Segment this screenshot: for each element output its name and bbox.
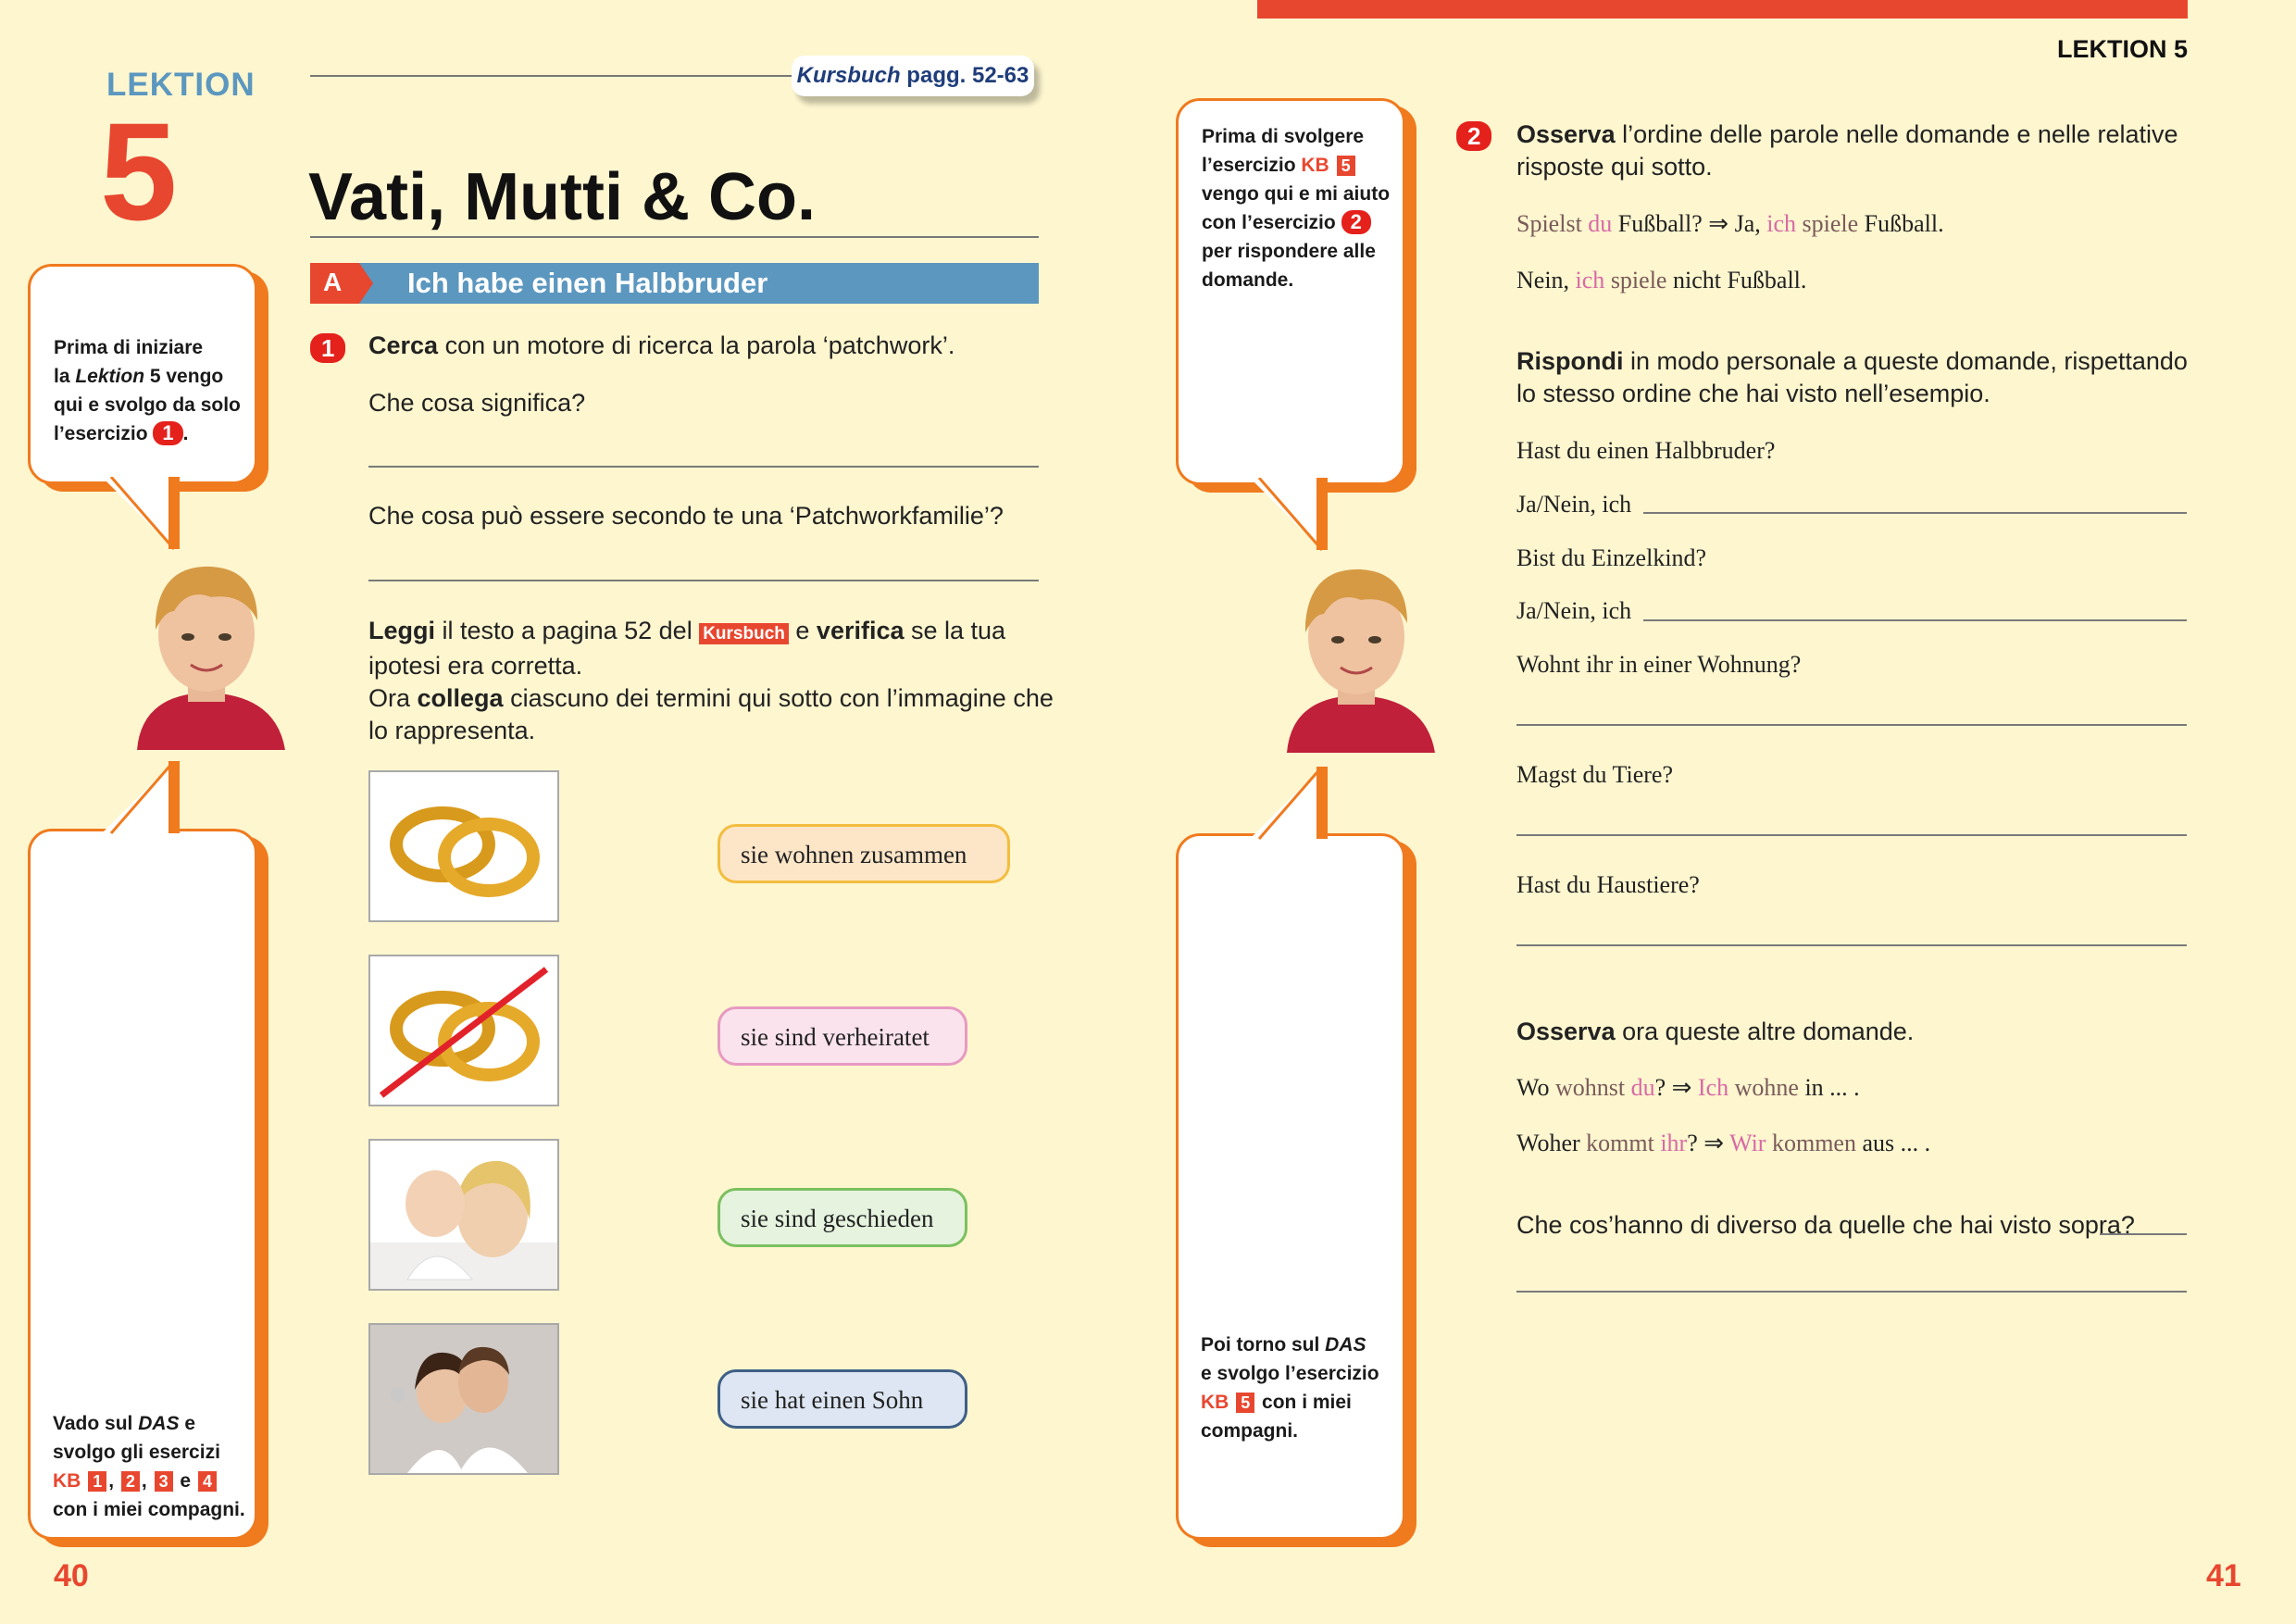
bubble-tail-top-right [1241, 478, 1342, 552]
instruction-text: il testo a pagina 52 del [435, 617, 700, 644]
sentence-text: ? ⇒ [1687, 1130, 1730, 1156]
subject-highlight: du [1588, 210, 1613, 237]
bubble-line: con l’esercizio [1202, 212, 1341, 233]
observe-instruction [1516, 1018, 1914, 1046]
header-rule [310, 75, 792, 77]
verb-highlight: Spielst [1516, 210, 1582, 237]
kb-exercise-5: 5 [1236, 1393, 1254, 1413]
bubble-top-left-text [54, 333, 257, 448]
example-sentence-1 [1516, 210, 1944, 238]
exercise-1-question-1: Che cosa significa? [368, 389, 586, 417]
kb-label: KB [53, 1470, 81, 1492]
mother-child-image [370, 1141, 557, 1289]
boy-illustration-right [1268, 558, 1444, 753]
section-letter: A [323, 268, 343, 296]
lektion-label: LEKTION [106, 67, 256, 103]
title-underline [310, 236, 1039, 238]
instruction-text: Ora [368, 684, 418, 712]
instruction-bold: Leggi [368, 617, 435, 644]
sentence-text: Woher [1516, 1130, 1587, 1156]
answer-line[interactable] [1516, 944, 2187, 946]
sentence-text: Fußball? ⇒ Ja, [1612, 210, 1767, 237]
bubble-line: con i miei compagni. [53, 1499, 245, 1520]
verb-highlight: spiele [1802, 210, 1859, 237]
word-box-sohn[interactable]: sie hat einen Sohn [718, 1369, 967, 1429]
instruction-text: e [788, 617, 817, 644]
bubble-line: compagni. [1201, 1420, 1299, 1442]
instruction-bold: Osserva [1516, 1018, 1616, 1045]
bubble-line: 5 vengo [144, 366, 224, 387]
question-einzelkind: Bist du Einzelkind? [1516, 544, 1707, 571]
verb-highlight: spiele [1610, 267, 1667, 294]
exercise-1-instruction [368, 331, 955, 360]
verb-highlight: kommen [1766, 1130, 1856, 1156]
bubble-line: e [179, 1413, 196, 1434]
exercise-2-instruction [1516, 119, 2178, 183]
instruction-text: lo rappresenta. [368, 717, 536, 744]
instruction-text: ora queste altre domande. [1615, 1018, 1915, 1045]
bubble-line: Prima di iniziare [54, 337, 204, 358]
photo-couple-with-keys[interactable] [368, 1323, 559, 1475]
word-box-zusammen[interactable]: sie wohnen zusammen [718, 824, 1010, 883]
kb-exercise-2: 2 [121, 1471, 140, 1492]
bubble-tail-bottom-right [1241, 767, 1342, 841]
page-number-left: 40 [54, 1558, 89, 1593]
das-italic: DAS [138, 1413, 180, 1434]
subject-highlight: du [1630, 1074, 1655, 1101]
observe-question-1 [1516, 1074, 1860, 1102]
answer-line[interactable] [1516, 1291, 2187, 1293]
das-italic: DAS [1325, 1334, 1366, 1355]
question-haustiere: Hast du Haustiere? [1516, 871, 1700, 898]
bubble-line: l’esercizio [1202, 155, 1302, 176]
bubble-line: vengo qui e mi aiuto [1202, 183, 1391, 205]
kb-label: KB [1301, 155, 1329, 176]
bubble-line: per rispondere alle [1202, 241, 1376, 262]
answer-prompt: Ja/Nein, ich [1516, 491, 1632, 518]
read-instruction [368, 615, 1054, 747]
sentence-text: in ... . [1798, 1074, 1860, 1101]
bubble-line: Prima di svolgere [1202, 126, 1365, 147]
answer-line[interactable] [1516, 724, 2187, 726]
boy-illustration-left [119, 556, 294, 750]
observe-question-2 [1516, 1130, 1930, 1157]
bubble-bottom-right-text [1201, 1330, 1409, 1445]
subject-highlight: ich [1766, 210, 1796, 237]
verb-highlight: kommt [1586, 1130, 1654, 1156]
answer-prompt: Ja/Nein, ich [1516, 597, 1632, 624]
kb-exercise-1: 1 [88, 1471, 106, 1492]
instruction-text: con un motore di ricerca la parola ‘patchwork’. [438, 331, 955, 359]
bubble-top-right-text [1202, 122, 1410, 294]
instruction-bold: Osserva [1516, 120, 1616, 148]
subject-highlight: ihr [1660, 1130, 1688, 1156]
answer-line[interactable] [2100, 1233, 2187, 1235]
sentence-text: Fußball. [1858, 210, 1944, 237]
verb-highlight: wohne [1728, 1074, 1799, 1101]
exercise-1-badge: 1 [310, 333, 345, 363]
section-bar [310, 263, 1039, 304]
bubble-bottom-left-text: Vado sul DAS e svolgo gli esercizi KB 1 , 2 , 3 e 4 con i miei compagni. [53, 1413, 245, 1520]
header-lektion-number: 5 [2174, 35, 2189, 63]
question-halbbruder: Hast du einen Halbbruder? [1516, 437, 1776, 464]
answer-line[interactable] [368, 466, 1039, 468]
sentence-text: aus ... . [1855, 1130, 1931, 1156]
example-sentence-2 [1516, 267, 1806, 294]
sentence-text: Wo [1516, 1074, 1555, 1101]
sentence-text: Nein, [1516, 267, 1576, 294]
instruction-text: lo stesso ordine che hai visto nell’esempio. [1516, 380, 1990, 407]
verb-highlight: wohnst [1554, 1074, 1626, 1101]
instruction-bold: Rispondi [1516, 347, 1624, 375]
word-box-geschieden[interactable]: sie sind geschieden [718, 1188, 967, 1247]
instruction-bold: verifica [816, 617, 905, 644]
bubble-line: con i miei [1256, 1392, 1352, 1413]
kursbuch-italic: Kursbuch [796, 63, 901, 88]
exercise-badge: 2 [1341, 210, 1371, 234]
word-box-verheiratet[interactable]: sie sind verheiratet [718, 1006, 967, 1066]
photo-mother-and-child[interactable] [368, 1139, 559, 1291]
kursbuch-reference-tab [792, 56, 1034, 96]
question-tiere: Magst du Tiere? [1516, 761, 1673, 788]
exercise-1-question-2: Che cosa può essere secondo te una ‘Patchworkfamilie’? [368, 502, 1004, 530]
right-header [2057, 35, 2188, 64]
instruction-text: in modo personale a queste domande, rispettando [1623, 347, 2188, 375]
answer-instruction [1516, 345, 2188, 410]
bubble-line: la [54, 366, 76, 387]
bubble-line: e [180, 1470, 192, 1492]
bubble-line: Vado sul [53, 1413, 139, 1434]
top-accent-bar [1257, 0, 2188, 19]
exercise-badge: 1 [153, 421, 182, 445]
kb-exercise-5: 5 [1337, 156, 1355, 176]
instruction-text: risposte qui sotto. [1516, 153, 1713, 181]
page-number-right: 41 [2206, 1558, 2241, 1593]
instruction-text: se la tua [904, 617, 1006, 644]
subject-highlight: Wir [1729, 1130, 1766, 1156]
answer-line[interactable] [1643, 619, 2187, 621]
bubble-line: e svolgo l’esercizio [1201, 1363, 1379, 1384]
kb-exercise-4: 4 [198, 1471, 217, 1492]
couple-image [370, 1325, 557, 1473]
subject-highlight: Ich [1697, 1074, 1729, 1101]
kursbuch-tag: Kursbuch [699, 623, 789, 644]
sentence-text: nicht Fußball. [1666, 267, 1807, 294]
photo-wedding-rings[interactable] [368, 770, 559, 922]
bubble-line: l’esercizio [54, 423, 148, 444]
bubble-line: Poi torno sul [1201, 1334, 1326, 1355]
bubble-tail-bottom-left [93, 761, 194, 835]
instruction-text: ipotesi era corretta. [368, 652, 583, 680]
bubble-line: . [182, 423, 189, 444]
kursbuch-pages: pagg. 52-63 [900, 63, 1029, 88]
header-lektion-label: LEKTION [2057, 35, 2167, 63]
lektion-number: 5 [100, 94, 178, 249]
bubble-line: domande. [1202, 269, 1294, 291]
answer-line[interactable] [1643, 512, 2187, 514]
sentence-text: ? ⇒ [1654, 1074, 1698, 1101]
page-title: Vati, Mutti & Co. [308, 160, 816, 234]
instruction-text: l’ordine delle parole nelle domande e nelle relative [1615, 120, 2178, 148]
photo-rings-crossed-out[interactable] [368, 955, 559, 1106]
exercise-2-badge: 2 [1456, 121, 1491, 151]
kb-exercise-3: 3 [155, 1471, 173, 1492]
subject-highlight: ich [1575, 267, 1605, 294]
crossed-rings-image [370, 956, 557, 1105]
instruction-text: ciascuno dei termini qui sotto con l’immagine che [503, 684, 1054, 712]
bubble-lektion: Lektion [75, 366, 145, 387]
instruction-bold: Cerca [368, 331, 439, 359]
bubble-tail-top-left [93, 477, 194, 551]
answer-line[interactable] [368, 580, 1039, 581]
bubble-line: qui e svolgo da solo [54, 394, 241, 416]
section-title: Ich habe einen Halbbruder [407, 267, 768, 299]
answer-line[interactable] [1516, 834, 2187, 836]
instruction-bold: collega [417, 684, 504, 712]
kb-label: KB [1201, 1392, 1229, 1413]
final-question: Che cos’hanno di diverso da quelle che hai visto sopra? [1516, 1211, 2135, 1239]
bubble-line: svolgo gli esercizi [53, 1442, 220, 1463]
wedding-rings-image [370, 772, 557, 920]
question-wohnung: Wohnt ihr in einer Wohnung? [1516, 651, 1802, 678]
